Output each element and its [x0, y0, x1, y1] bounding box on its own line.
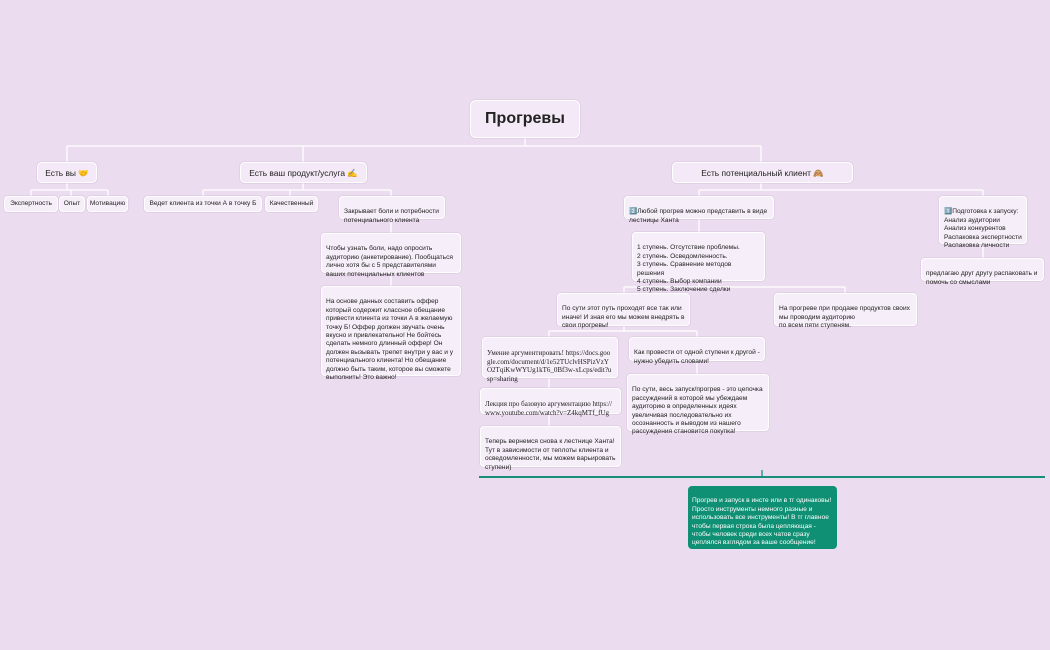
you-experience-label: Опыт [63, 199, 81, 207]
reasoning-chain-text: По сути, весь запуск/прогрев - это цепочка рассуждений в которой мы убеждаем аудиторию в определенных идеях увеличивая последовательно их осознанность и выводом из нашего рассуждения становится покупка! [632, 386, 763, 436]
you-motivation-label: Мотивацию [89, 199, 126, 207]
branch-product-label: Есть ваш продукт/услуга ✍️ [249, 167, 358, 178]
hunt-ladder-text: 2️⃣Любой прогрев можно представить в виде лестницы Ханта [629, 208, 768, 224]
ladder-steps-text: 1 ступень. Отсутствие проблемы. 2 ступень. Осведомленность. 3 ступень. Сравнение методов решения 4 ступень. Выбор компании 5 ступень. Заключение сделки [637, 244, 740, 294]
offer-unpack-text: предлагаю друг другу распаковать и помочь со смыслами [926, 270, 1038, 286]
note-survey[interactable] [321, 233, 461, 278]
lecture-link-node[interactable] [480, 388, 621, 417]
product-a-to-b-label: Ведет клиента из точки А в точку Б [149, 199, 257, 207]
offer-unpack[interactable] [921, 258, 1044, 286]
branch-product[interactable] [240, 162, 367, 183]
section-divider [479, 476, 1045, 478]
argument-link-node[interactable] [482, 337, 618, 383]
root-node[interactable] [470, 100, 580, 138]
branch-you[interactable] [37, 162, 97, 183]
callout-note[interactable] [688, 486, 837, 549]
you-experience[interactable] [59, 196, 85, 212]
hunt-ladder-node[interactable] [624, 196, 774, 224]
selling-note-text: На прогреве при продаже продуктов своих мы проводим аудиторию по всем пяти ступеням. [779, 305, 910, 330]
branch-client[interactable] [672, 162, 853, 183]
launch-prep-text: 1️⃣Подготовка к запуску: Анализ аудитории Анализ конкурентов Распаковка экспертности Распаковка личности [944, 208, 1022, 250]
return-to-ladder-text: Теперь вернемся снова к лестнице Ханта! Тут в зависимости от теплоты клиента и осведомленности, мы можем варьировать ступени) [485, 438, 616, 471]
how-to-step-text: Как провести от одной ступени к другой - нужно убедить словами! [634, 349, 760, 365]
argument-link-text[interactable]: Умение аргументировать! https://docs.google.com/document/d/1e52TUclvHSPizVzYO2TqiKwWYUg1kT6_0Bf3w-xLcps/edit?usp=sharing [487, 349, 612, 383]
branch-you-label: Есть вы 🤝 [45, 167, 89, 178]
product-a-to-b[interactable] [144, 196, 262, 212]
product-quality-label: Качественный [269, 199, 314, 207]
ladder-steps[interactable] [632, 232, 765, 294]
reasoning-chain[interactable] [627, 374, 769, 436]
lecture-link-text[interactable]: Лекция про базовую аргументацию https://www.youtube.com/watch?v=Z4kqMTf_fUg [485, 400, 612, 417]
product-quality[interactable] [265, 196, 318, 212]
note-survey-text: Чтобы узнать боли, надо опросить аудиторию (анкетирование). Пообщаться лично хотя бы с 5 представителями ваших потенциальных клиентов [326, 245, 453, 278]
selling-note[interactable] [774, 293, 917, 330]
you-expertise[interactable] [4, 196, 58, 212]
branch-client-label: Есть потенциальный клиент 🙈 [701, 167, 824, 178]
note-offer[interactable] [321, 286, 461, 382]
note-offer-text: На основе данных составить оффер который содержит классное обещание привести клиента из точки А в желаемую точку Б! Оффер должен звучать очень вкусно и привлекательно! Не бойтесь сделать немного длинный оффер! Он должен вызывать трепет внутри у вас и у потенциального клиента! Но обещание должно быть таким, которое вы сможете выполнить! Это важно! [326, 298, 454, 382]
product-closes-pains[interactable] [339, 196, 445, 224]
launch-prep[interactable] [939, 196, 1027, 250]
return-to-ladder[interactable] [480, 426, 621, 471]
how-to-step[interactable] [629, 337, 765, 365]
callout-text: Прогрев и запуск в инсте или в тг одинаковы! Просто инструменты немного разные и использовать все инструменты! В тг главное чтобы первая строка была цепляющая - чтобы человек среди всех чатов сразу цеплялся взглядом за ваше сообщение! [692, 497, 832, 547]
path-question-text: По сути этот путь проходят все так или иначе! И зная его мы можем внедрять в свои прогревы! [562, 305, 685, 330]
path-question[interactable] [557, 293, 690, 330]
product-closes-pains-label: Закрывает боли и потребности потенциального клиента [344, 208, 439, 224]
you-motivation[interactable] [87, 196, 128, 212]
you-expertise-label: Экспертность [10, 199, 52, 207]
root-title: Прогревы [485, 110, 565, 127]
